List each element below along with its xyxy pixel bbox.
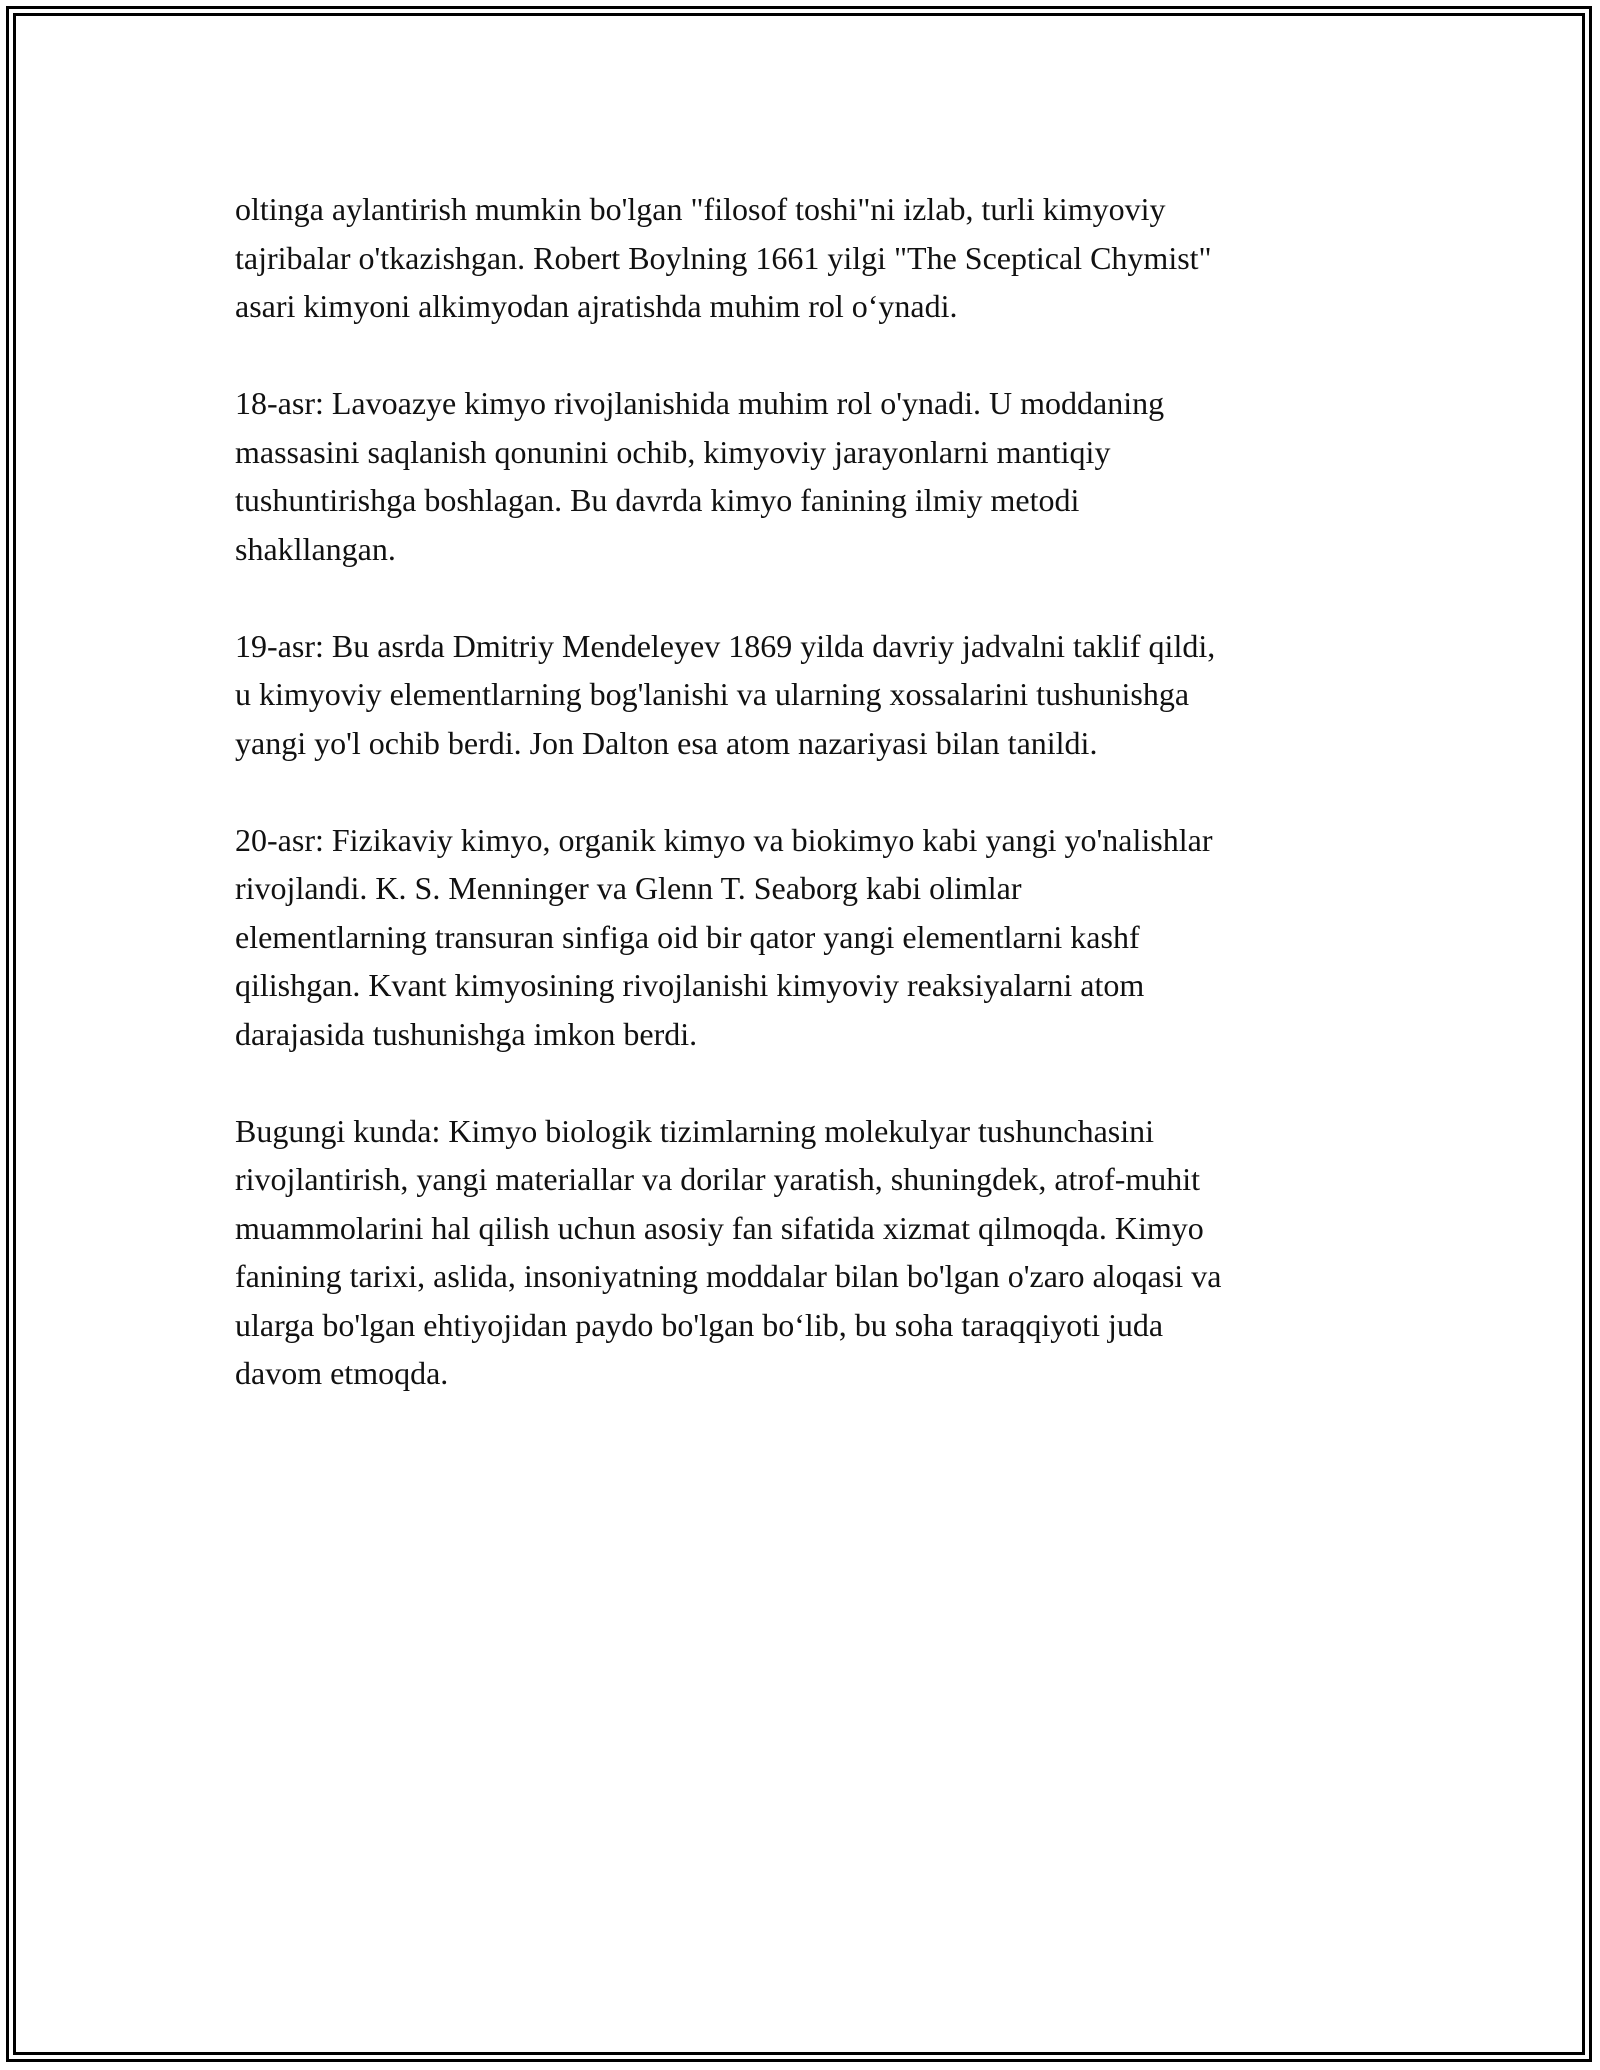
text-line: qilishgan. Kvant kimyosining rivojlanishi kimyoviy reaksiyalarni atom [235,967,1145,1003]
text-line: u kimyoviy elementlarning bog'lanishi va ularning xossalarini tushunishga [235,676,1190,712]
text-line: yangi yo'l ochib berdi. Jon Dalton esa atom nazariyasi bilan tanildi. [235,724,1098,761]
document-body [235,185,1395,1446]
text-line: Bugungi kunda: Kimyo biologik tizimlarning molekulyar tushunchasini [235,1112,1155,1149]
text-line: shakllangan. [235,530,396,567]
paragraph-20th-century [235,816,1395,1059]
paragraph-today [235,1107,1395,1398]
paragraph-18th-century [235,379,1395,573]
text-line: 20-asr: Fizikaviy kimyo, organik kimyo va biokimyo kabi yangi yo'nalishlar [235,821,1213,858]
text-line: rivojlandi. K. S. Menninger va Glenn T. Seaborg kabi olimlar [235,870,1022,906]
text-line: rivojlantirish, yangi materiallar va dorilar yaratish, shuningdek, atrof-muhit [235,1161,1201,1197]
text-line: davom etmoqda. [235,1355,449,1391]
text-line: massasini saqlanish qonunini ochib, kimyoviy jarayonlarni mantiqiy [235,433,1111,470]
text-line: fanining tarixi, aslida, insoniyatning moddalar bilan bo'lgan o'zaro aloqasi va [235,1258,1222,1294]
paragraph-alchemy [235,185,1395,331]
text-line: darajasida tushunishga imkon berdi. [235,1015,698,1052]
text-line: tushuntirishga boshlagan. Bu davrda kimyo fanining ilmiy metodi [235,482,1080,518]
text-line: muammolarini hal qilish uchun asosiy fan sifatida xizmat qilmoqda. Kimyo [235,1209,1204,1246]
text-line: elementlarning transuran sinfiga oid bir qator yangi elementlarni kashf [235,918,1140,955]
text-line: ularga bo'lgan ehtiyojidan paydo bo'lgan bo‘lib, bu soha taraqqiyoti juda [235,1306,1164,1343]
paragraph-19th-century [235,622,1395,768]
text-line: tajribalar o'tkazishgan. Robert Boylning 1661 yilgi "The Sceptical Chymist" [235,239,1212,276]
text-line: 18-asr: Lavoazye kimyo rivojlanishida muhim rol o'ynadi. U moddaning [235,385,1165,421]
text-line: asari kimyoni alkimyodan ajratishda muhim rol o‘ynadi. [235,288,958,324]
text-line: oltinga aylantirish mumkin bo'lgan "filosof toshi"ni izlab, turli kimyoviy [235,191,1166,227]
text-line: 19-asr: Bu asrda Dmitriy Mendeleyev 1869 yilda davriy jadvalni taklif qildi, [235,627,1216,664]
